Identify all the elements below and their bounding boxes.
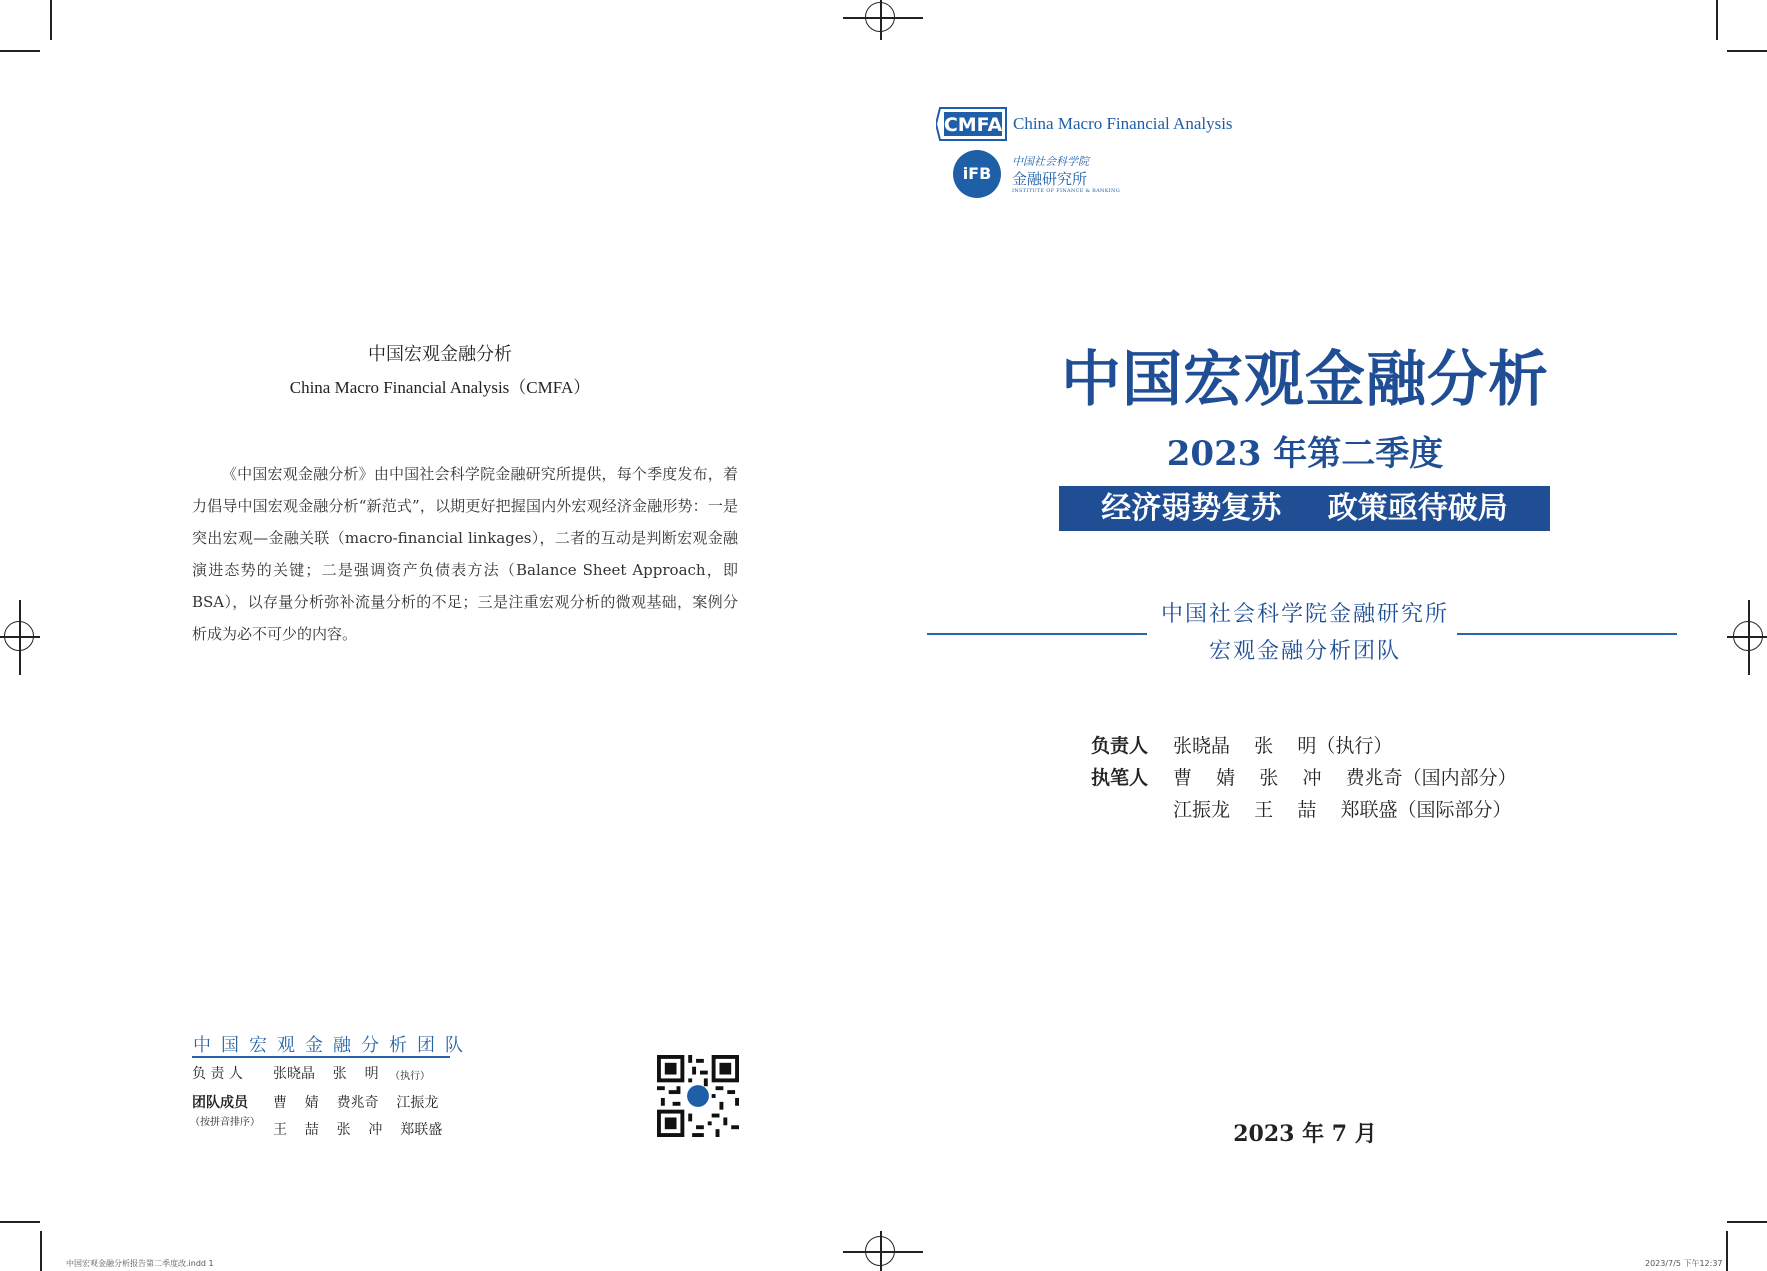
registration-line: [843, 1251, 923, 1253]
report-title: 中国宏观金融分析: [1061, 345, 1549, 415]
ifb-en: INSTITUTE OF FINANCE & BANKING: [1012, 188, 1121, 194]
cmfa-logo-text: CMFA: [943, 114, 1003, 136]
credit-names: 江振龙 王 喆 郑联盛（国际部分）: [1173, 799, 1512, 821]
registration-line: [1748, 600, 1750, 675]
left-page-title: 中国宏观金融分析: [368, 344, 512, 365]
ifb-cn-main: 金融研究所: [1012, 170, 1088, 188]
cmfa-name: China Macro Financial Analysis: [1013, 114, 1233, 133]
registration-line: [1727, 636, 1767, 638]
ifb-logo-icon: iFB: [953, 150, 1001, 198]
crop-mark: [1726, 1231, 1728, 1271]
credit-names: 曹 婧 张 冲 费兆奇（国内部分）: [1173, 767, 1517, 789]
institute-team: 宏观金融分析团队: [1208, 639, 1401, 664]
team-leader-names: 张晓晶 张 明: [273, 1066, 379, 1082]
credit-names: 张晓晶 张 明（执行）: [1173, 735, 1393, 757]
registration-line: [880, 0, 882, 40]
crop-mark: [1716, 0, 1718, 40]
team-members-note: （按拼音排序）: [190, 1117, 260, 1128]
registration-line: [19, 600, 21, 675]
team-divider: [192, 1056, 450, 1058]
institute-name: 中国社会科学院金融研究所: [1160, 602, 1449, 627]
registration-line: [880, 1231, 882, 1271]
team-title: 中国宏观金融分析团队: [193, 1035, 473, 1056]
team-members-row-1: 曹 婧 费兆奇 江振龙: [273, 1095, 439, 1111]
left-page-subtitle: China Macro Financial Analysis（CMFA）: [289, 378, 591, 397]
credit-label: 负责人: [1091, 735, 1149, 757]
team-members-row-2: 王 喆 张 冲 郑联盛: [273, 1122, 443, 1138]
publication-date: 2023 年 7 月: [1233, 1121, 1377, 1147]
credit-label: 执笔人: [1091, 767, 1149, 789]
description-paragraph: 《中国宏观金融分析》由中国社会科学院金融研究所提供，每个季度发布，着力倡导中国宏观金融分析“新范式”，以期更好把握国内外宏观经济金融形势：一是突出宏观—金融关联（macro-financial linkages），二者的互动是判断宏观金融演进态势的关键；二是强调资产负债表方法（Balance Sheet Approach，即BSA），以存量分析弥补流量分析的不足；三是注重宏观分析的微观基础，案例分析成为必不可少的内容。: [192, 465, 738, 643]
team-leader-label: 负 责 人: [192, 1066, 243, 1082]
crop-mark: [1727, 50, 1767, 52]
banner-left-text: 经济弱势复苏: [1101, 491, 1282, 526]
crop-mark: [0, 1221, 40, 1223]
team-members-label: 团队成员: [192, 1095, 248, 1111]
report-theme-banner: [1059, 486, 1550, 531]
slug-timestamp: 2023/7/5 下午12:37: [1645, 1259, 1723, 1268]
registration-line: [843, 17, 923, 19]
slug-filename: 中国宏观金融分析报告第二季度改.indd 1: [66, 1259, 214, 1268]
left-page-description: [192, 458, 738, 650]
ifb-cn-top: 中国社会科学院: [1012, 155, 1089, 168]
crop-mark: [0, 50, 40, 52]
banner-right-text: 政策亟待破局: [1327, 491, 1508, 526]
crop-mark: [40, 1231, 42, 1271]
crop-mark: [1727, 1221, 1767, 1223]
report-quarter: 2023 年第二季度: [1166, 434, 1444, 474]
cmfa-logo-icon: [936, 106, 1010, 142]
team-leader-note: （执行）: [390, 1071, 430, 1082]
qr-code-icon: [657, 1055, 739, 1137]
crop-mark: [50, 0, 52, 40]
